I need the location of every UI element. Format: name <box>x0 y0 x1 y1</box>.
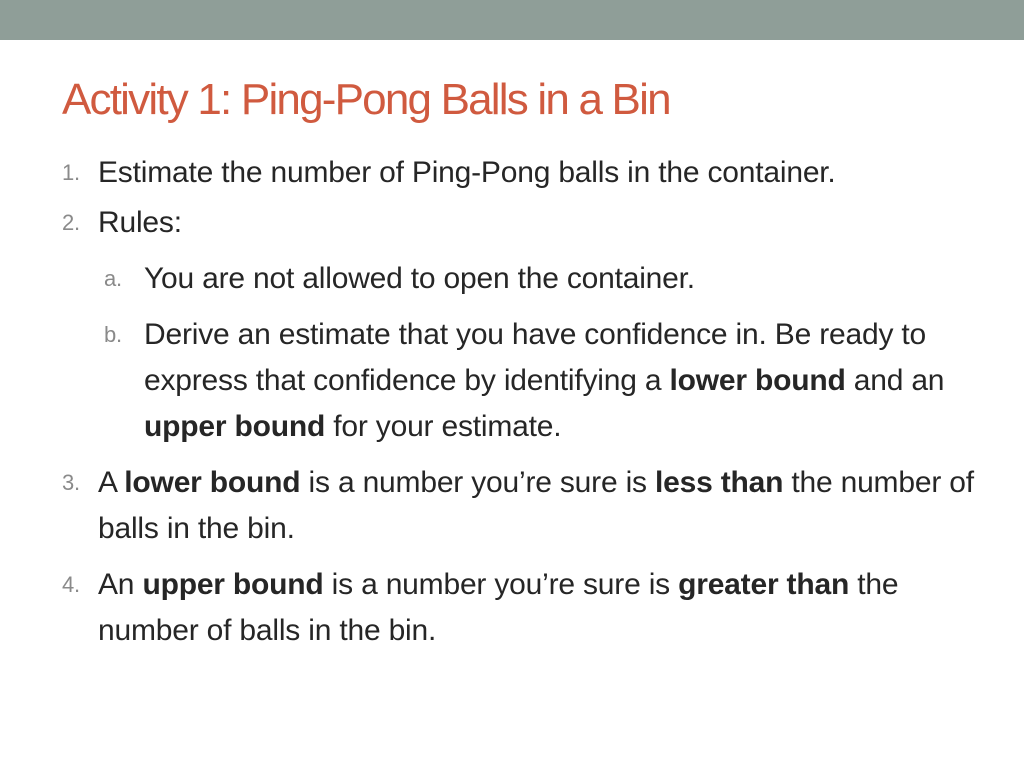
slide-body <box>0 150 1024 654</box>
text-segment: for your estimate. <box>325 410 562 443</box>
text-segment: the number of balls in the bin. <box>98 568 899 647</box>
text-segment: is a number you’re sure is <box>300 466 655 499</box>
list-item-4 <box>0 562 1024 654</box>
text-segment: An <box>98 568 143 601</box>
list-item-text: Rules: <box>98 206 182 239</box>
list-item-3 <box>0 460 1024 552</box>
slide-title: Activity 1: Ping-Pong Balls in a Bin <box>62 75 670 124</box>
sublist-item-a <box>0 256 1024 302</box>
text-segment: and an <box>845 364 945 397</box>
text-segment: the number of balls in the bin. <box>98 466 974 545</box>
text-segment: Derive an estimate that you have confidence in. Be ready to express that confidence by identifying a <box>144 318 926 397</box>
top-decorative-band <box>0 0 1024 40</box>
list-number: 4. <box>62 572 80 597</box>
list-item-2 <box>0 200 1024 246</box>
bold-term: greater than <box>678 568 850 601</box>
sublist-item-text: You are not allowed to open the container. <box>144 262 695 295</box>
bold-term: lower bound <box>669 364 846 397</box>
list-number: 2. <box>62 210 80 235</box>
text-segment: A <box>98 466 125 499</box>
list-number: 3. <box>62 470 80 495</box>
bold-term: upper bound <box>142 568 324 601</box>
list-item-text: Estimate the number of Ping-Pong balls in the container. <box>98 156 836 189</box>
bold-term: lower bound <box>124 466 301 499</box>
sublist-letter: a. <box>104 266 122 291</box>
text-segment: is a number you’re sure is <box>323 568 679 601</box>
sublist-letter: b. <box>104 322 122 347</box>
bold-term: less than <box>654 466 784 499</box>
list-item-1 <box>0 150 1024 196</box>
sublist-item-b <box>0 312 1024 450</box>
bold-term: upper bound <box>144 410 326 443</box>
list-number: 1. <box>62 160 80 185</box>
